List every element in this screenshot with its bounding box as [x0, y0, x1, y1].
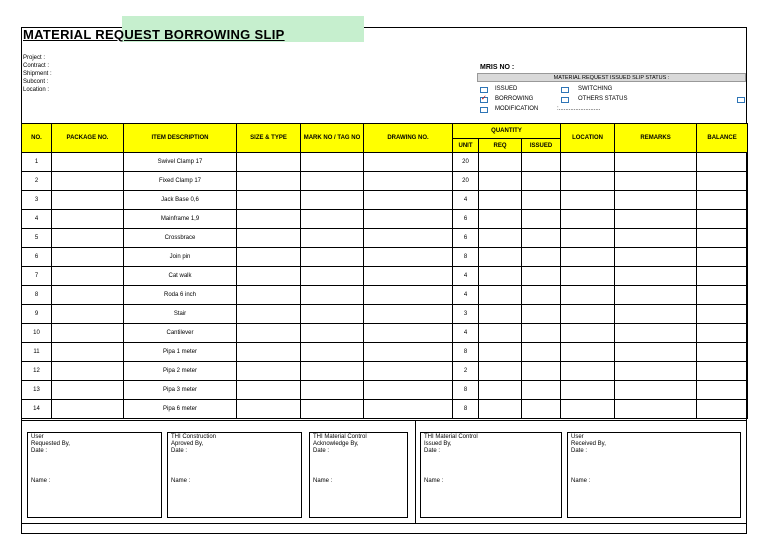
row-size[interactable] [237, 400, 301, 419]
sig-line1: User [31, 434, 44, 440]
row-mark[interactable] [301, 324, 364, 343]
row-req[interactable] [479, 267, 522, 286]
col-no: NO. [22, 124, 52, 153]
sig-line2: Received By, [571, 441, 606, 447]
row-req[interactable] [479, 210, 522, 229]
row-no: 6 [22, 248, 52, 267]
row-req[interactable] [479, 191, 522, 210]
row-mark[interactable] [301, 343, 364, 362]
table-row [22, 324, 748, 343]
table-row [22, 191, 748, 210]
row-no: 13 [22, 381, 52, 400]
row-drawing[interactable] [364, 267, 453, 286]
row-req[interactable] [479, 400, 522, 419]
row-no: 8 [22, 286, 52, 305]
row-unit: 8 [453, 381, 479, 400]
row-no: 3 [22, 191, 52, 210]
row-req[interactable] [479, 343, 522, 362]
signature-box-approved[interactable] [167, 432, 302, 518]
row-drawing[interactable] [364, 362, 453, 381]
row-drawing[interactable] [364, 210, 453, 229]
row-no: 7 [22, 267, 52, 286]
row-package[interactable] [52, 324, 124, 343]
row-item: Roda 6 inch [124, 286, 237, 305]
row-unit: 6 [453, 229, 479, 248]
sig-date: Date : [171, 448, 188, 454]
row-no: 12 [22, 362, 52, 381]
row-location[interactable] [561, 153, 615, 172]
row-unit: 4 [453, 267, 479, 286]
subcont-label: Subcont : [23, 79, 49, 85]
table-row [22, 210, 748, 229]
row-remarks[interactable] [615, 343, 697, 362]
row-balance[interactable] [697, 248, 748, 267]
sig-name: Name : [571, 478, 591, 484]
col-item: ITEM DESCRIPTION [124, 124, 237, 153]
signature-box-requested[interactable] [27, 432, 162, 518]
row-location[interactable] [561, 229, 615, 248]
row-size[interactable] [237, 153, 301, 172]
row-size[interactable] [237, 267, 301, 286]
row-issued[interactable] [522, 267, 561, 286]
sig-line1: User [571, 434, 584, 440]
row-remarks[interactable] [615, 286, 697, 305]
row-mark[interactable] [301, 362, 364, 381]
sig-name: Name : [31, 478, 51, 484]
row-package[interactable] [52, 172, 124, 191]
row-drawing[interactable] [364, 305, 453, 324]
row-remarks[interactable] [615, 362, 697, 381]
row-drawing[interactable] [364, 172, 453, 191]
row-balance[interactable] [697, 229, 748, 248]
row-location[interactable] [561, 267, 615, 286]
row-no: 14 [22, 400, 52, 419]
row-unit: 4 [453, 286, 479, 305]
row-unit: 8 [453, 248, 479, 267]
row-balance[interactable] [697, 172, 748, 191]
signature-box-issued[interactable] [420, 432, 562, 518]
shipment-label: Shipment : [23, 71, 52, 77]
row-balance[interactable] [697, 210, 748, 229]
row-mark[interactable] [301, 248, 364, 267]
row-unit: 4 [453, 324, 479, 343]
modification-checkbox[interactable] [480, 107, 488, 113]
row-item: Pipa 3 meter [124, 381, 237, 400]
row-package[interactable] [52, 248, 124, 267]
table-row [22, 172, 748, 191]
sig-name: Name : [313, 478, 333, 484]
signature-box-acknowledge[interactable] [309, 432, 408, 518]
row-location[interactable] [561, 286, 615, 305]
row-item: Stair [124, 305, 237, 324]
row-issued[interactable] [522, 381, 561, 400]
col-mark: MARK NO / TAG NO [301, 124, 364, 153]
col-unit: UNIT [453, 139, 479, 153]
sig-date: Date : [424, 448, 441, 454]
row-drawing[interactable] [364, 343, 453, 362]
row-issued[interactable] [522, 305, 561, 324]
row-size[interactable] [237, 324, 301, 343]
row-item: Join pin [124, 248, 237, 267]
row-issued[interactable] [522, 153, 561, 172]
row-drawing[interactable] [364, 229, 453, 248]
row-item: Fixed Clamp 17 [124, 172, 237, 191]
table-row [22, 400, 748, 419]
sig-line2: Issued By, [424, 441, 452, 447]
contract-label: Contract : [23, 63, 50, 69]
sig-line1: THI Material Control [424, 434, 478, 440]
row-location[interactable] [561, 172, 615, 191]
row-item: Crossbrace [124, 229, 237, 248]
status-title: MATERIAL REQUEST ISSUED SLIP STATUS : [477, 73, 746, 82]
row-unit: 20 [453, 153, 479, 172]
row-req[interactable] [479, 153, 522, 172]
material-table [21, 123, 748, 419]
row-remarks[interactable] [615, 267, 697, 286]
row-balance[interactable] [697, 343, 748, 362]
row-mark[interactable] [301, 210, 364, 229]
row-mark[interactable] [301, 305, 364, 324]
row-issued[interactable] [522, 229, 561, 248]
signature-box-received[interactable] [567, 432, 741, 518]
row-balance[interactable] [697, 400, 748, 419]
row-item: Jack Base 0,6 [124, 191, 237, 210]
row-item: Swivel Clamp 17 [124, 153, 237, 172]
row-no: 9 [22, 305, 52, 324]
row-unit: 8 [453, 343, 479, 362]
row-remarks[interactable] [615, 324, 697, 343]
borrowing-checkbox[interactable] [480, 97, 488, 103]
row-size[interactable] [237, 343, 301, 362]
row-req[interactable] [479, 381, 522, 400]
row-package[interactable] [52, 210, 124, 229]
row-mark[interactable] [301, 267, 364, 286]
location-label: Location : [23, 87, 50, 93]
row-drawing[interactable] [364, 153, 453, 172]
col-package: PACKAGE NO. [52, 124, 124, 153]
row-location[interactable] [561, 191, 615, 210]
row-size[interactable] [237, 248, 301, 267]
row-req[interactable] [479, 229, 522, 248]
mris-no-label: MRIS NO : [480, 64, 515, 71]
row-unit: 2 [453, 362, 479, 381]
row-balance[interactable] [697, 286, 748, 305]
row-remarks[interactable] [615, 153, 697, 172]
row-item: Mainframe 1,9 [124, 210, 237, 229]
row-remarks[interactable] [615, 229, 697, 248]
row-remarks[interactable] [615, 305, 697, 324]
others-status-label: OTHERS STATUS [578, 96, 628, 102]
col-remarks: REMARKS [615, 124, 697, 153]
row-package[interactable] [52, 362, 124, 381]
row-size[interactable] [237, 381, 301, 400]
row-package[interactable] [52, 229, 124, 248]
table-row [22, 267, 748, 286]
form-title: MATERIAL REQUEST BORROWING SLIP [23, 27, 285, 42]
row-issued[interactable] [522, 324, 561, 343]
row-balance[interactable] [697, 153, 748, 172]
row-mark[interactable] [301, 400, 364, 419]
row-no: 10 [22, 324, 52, 343]
row-location[interactable] [561, 343, 615, 362]
row-package[interactable] [52, 267, 124, 286]
row-unit: 8 [453, 400, 479, 419]
sig-name: Name : [424, 478, 444, 484]
project-label: Project : [23, 55, 46, 61]
table-row [22, 286, 748, 305]
table-row [22, 248, 748, 267]
signature-divider [415, 421, 416, 523]
sig-line1: THI Material Control [313, 434, 367, 440]
row-unit: 20 [453, 172, 479, 191]
row-package[interactable] [52, 400, 124, 419]
check-mark-icon: ✓ [481, 95, 487, 102]
row-size[interactable] [237, 286, 301, 305]
row-remarks[interactable] [615, 210, 697, 229]
row-package[interactable] [52, 381, 124, 400]
row-size[interactable] [237, 229, 301, 248]
row-mark[interactable] [301, 191, 364, 210]
borrowing-label: BORROWING [495, 96, 534, 102]
col-req: REQ [479, 139, 522, 153]
row-balance[interactable] [697, 381, 748, 400]
col-balance: BALANCE [697, 124, 748, 153]
row-balance[interactable] [697, 305, 748, 324]
row-issued[interactable] [522, 248, 561, 267]
row-balance[interactable] [697, 324, 748, 343]
row-issued[interactable] [522, 286, 561, 305]
row-no: 1 [22, 153, 52, 172]
row-item: Pipa 6 meter [124, 400, 237, 419]
table-row [22, 381, 748, 400]
modification-label: MODIFICATION [495, 106, 539, 112]
row-package[interactable] [52, 191, 124, 210]
row-balance[interactable] [697, 267, 748, 286]
row-size[interactable] [237, 362, 301, 381]
row-item: Cat walk [124, 267, 237, 286]
sig-line2: Aproved By, [171, 441, 204, 447]
row-package[interactable] [52, 343, 124, 362]
table-row [22, 229, 748, 248]
row-remarks[interactable] [615, 191, 697, 210]
row-item: Cantilever [124, 324, 237, 343]
row-location[interactable] [561, 210, 615, 229]
row-mark[interactable] [301, 153, 364, 172]
row-package[interactable] [52, 286, 124, 305]
switching-label: SWITCHING [578, 86, 613, 92]
table-row [22, 343, 748, 362]
row-remarks[interactable] [615, 172, 697, 191]
sig-date: Date : [31, 448, 48, 454]
row-item: Pipa 2 meter [124, 362, 237, 381]
table-row [22, 305, 748, 324]
row-req[interactable] [479, 305, 522, 324]
row-drawing[interactable] [364, 286, 453, 305]
row-drawing[interactable] [364, 191, 453, 210]
row-item: Pipa 1 meter [124, 343, 237, 362]
row-unit: 3 [453, 305, 479, 324]
col-size: SIZE & TYPE [237, 124, 301, 153]
row-package[interactable] [52, 153, 124, 172]
row-remarks[interactable] [615, 400, 697, 419]
row-size[interactable] [237, 210, 301, 229]
row-location[interactable] [561, 324, 615, 343]
sig-line1: THI Construction [171, 434, 217, 440]
row-remarks[interactable] [615, 248, 697, 267]
row-size[interactable] [237, 305, 301, 324]
row-size[interactable] [237, 191, 301, 210]
sig-line2: Requested By, [31, 441, 70, 447]
row-issued[interactable] [522, 400, 561, 419]
row-no: 2 [22, 172, 52, 191]
row-issued[interactable] [522, 191, 561, 210]
issued-checkbox[interactable] [480, 87, 488, 93]
table-row [22, 153, 748, 172]
issued-label: ISSUED [495, 86, 518, 92]
switching-checkbox[interactable] [561, 87, 569, 93]
row-no: 5 [22, 229, 52, 248]
row-unit: 4 [453, 191, 479, 210]
sig-date: Date : [313, 448, 330, 454]
row-no: 11 [22, 343, 52, 362]
row-drawing[interactable] [364, 400, 453, 419]
row-req[interactable] [479, 362, 522, 381]
row-package[interactable] [52, 305, 124, 324]
row-mark[interactable] [301, 286, 364, 305]
row-mark[interactable] [301, 381, 364, 400]
row-size[interactable] [237, 172, 301, 191]
row-issued[interactable] [522, 172, 561, 191]
row-req[interactable] [479, 172, 522, 191]
col-issued: ISSUED [522, 139, 561, 153]
row-req[interactable] [479, 248, 522, 267]
row-unit: 6 [453, 210, 479, 229]
row-drawing[interactable] [364, 324, 453, 343]
row-location[interactable] [561, 305, 615, 324]
sig-date: Date : [571, 448, 588, 454]
row-location[interactable] [561, 381, 615, 400]
row-drawing[interactable] [364, 381, 453, 400]
row-req[interactable] [479, 324, 522, 343]
col-quantity: QUANTITY [453, 124, 561, 139]
sig-name: Name : [171, 478, 191, 484]
row-issued[interactable] [522, 210, 561, 229]
row-no: 4 [22, 210, 52, 229]
sig-line2: Acknowledge By, [313, 441, 359, 447]
row-balance[interactable] [697, 362, 748, 381]
row-balance[interactable] [697, 191, 748, 210]
row-mark[interactable] [301, 172, 364, 191]
row-remarks[interactable] [615, 381, 697, 400]
col-drawing: DRAWING NO. [364, 124, 453, 153]
row-issued[interactable] [522, 362, 561, 381]
others-status-checkbox[interactable] [561, 97, 569, 103]
row-req[interactable] [479, 286, 522, 305]
others-status-value: :......................... [557, 106, 601, 112]
row-location[interactable] [561, 400, 615, 419]
table-row [22, 362, 748, 381]
extra-checkbox[interactable] [737, 97, 745, 103]
row-mark[interactable] [301, 229, 364, 248]
row-drawing[interactable] [364, 248, 453, 267]
row-issued[interactable] [522, 343, 561, 362]
col-location: LOCATION [561, 124, 615, 153]
row-location[interactable] [561, 362, 615, 381]
row-location[interactable] [561, 248, 615, 267]
